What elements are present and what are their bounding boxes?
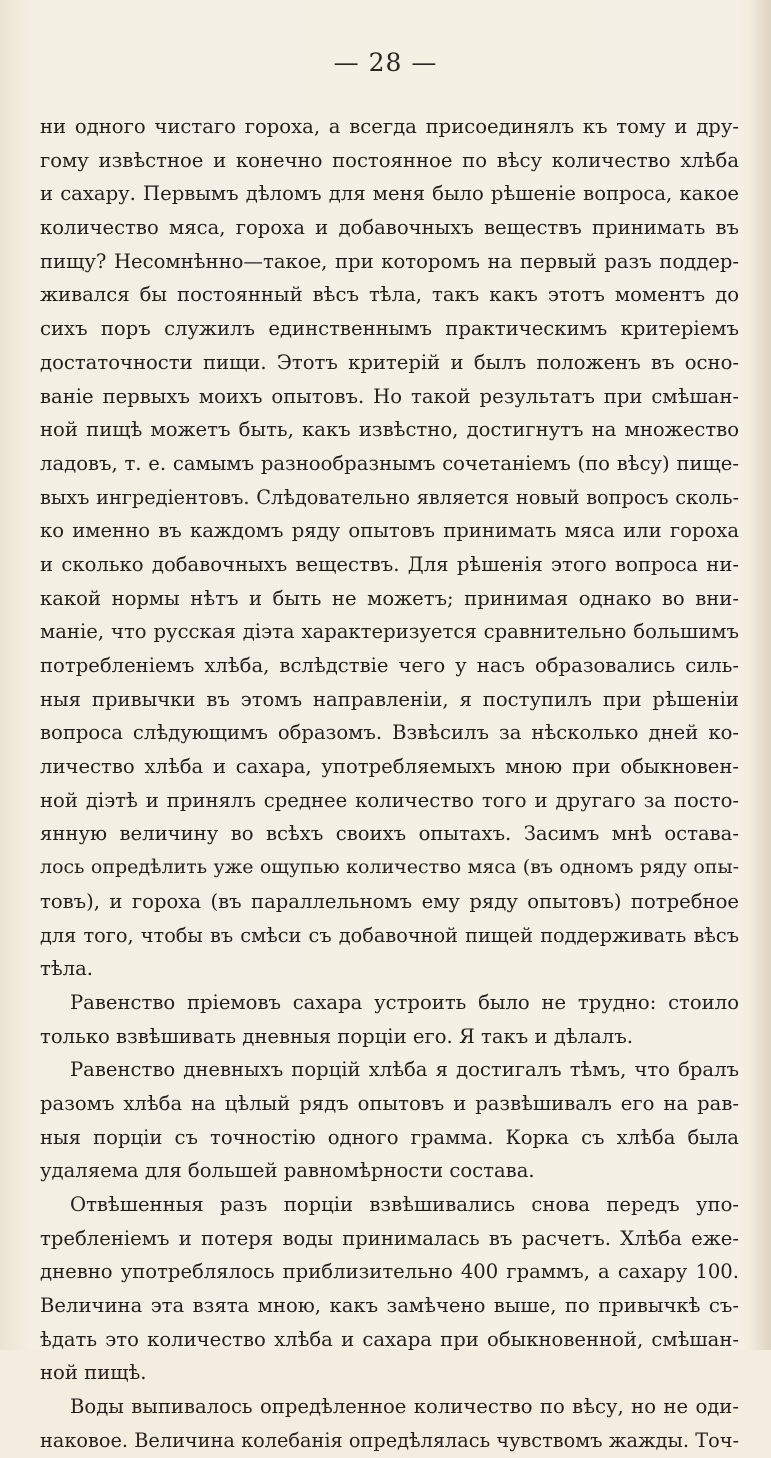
text-line: наковое. Величина колебанія опредѣлялась чувствомъ жажды. Точ- xyxy=(40,1428,739,1452)
text-line: ныя порціи съ точностію одного грамма. Корка съ хлѣба была xyxy=(40,1125,739,1149)
text-line: маніе, что русская діэта характеризуется сравнительно большимъ xyxy=(40,620,739,644)
text-line: Отвѣшенныя разъ порціи взвѣшивались снова передъ упо- xyxy=(70,1193,739,1216)
text-line: сихъ поръ служилъ единственнымъ практическимъ критеріемъ xyxy=(40,317,739,341)
text-line: лось опредѣлить уже ощупью количество мяса (въ одномъ ряду опы- xyxy=(40,856,739,879)
text-line: какой нормы нѣтъ и быть не можетъ; принимая однако во вни- xyxy=(40,586,739,610)
text-line: ни одного чистаго гороха, а всегда присоединялъ къ тому и дру- xyxy=(40,115,739,138)
text-line: потребленіемъ хлѣба, вслѣдствіе чего у насъ образовались силь- xyxy=(40,654,739,677)
page-number: — 28 — xyxy=(333,48,438,77)
body-text xyxy=(40,110,739,1458)
text-line: пищу? Несомнѣнно—такое, при которомъ на первый разъ поддер- xyxy=(40,249,739,273)
text-line: гому извѣстное и конечно постоянное по вѣсу количество хлѣба xyxy=(40,148,739,172)
text-line: треблeніемъ и потеря воды принималась въ расчетъ. Хлѣба еже- xyxy=(40,1226,739,1250)
text-line: товъ), и гороха (въ параллельномъ ему ряду опытовъ) потребное xyxy=(40,889,739,913)
text-line: и сколько добавочныхъ веществъ. Для рѣшенія этого вопроса ни- xyxy=(40,552,739,576)
text-line: ѣдать это количество хлѣба и сахара при обыкновенной, смѣшан- xyxy=(40,1327,739,1351)
text-line: выхъ ингредіентовъ. Слѣдовательно является новый вопросъ сколь- xyxy=(40,485,739,509)
text-line: ной діэтѣ и принялъ среднее количество того и другаго за посто- xyxy=(40,788,739,812)
text-line: и сахару. Первымъ дѣломъ для меня было рѣшеніе вопроса, какое xyxy=(40,182,739,206)
text-line: для того, чтобы въ смѣси съ добавочной пищей поддерживать вѣсъ xyxy=(40,923,739,947)
text-line: ко именно въ каждомъ ряду опытовъ принимать мяса или гороха xyxy=(40,519,739,543)
text-line: ныя привычки въ этомъ направленіи, я поступилъ при рѣшеніи xyxy=(40,687,739,711)
text-line: Воды выпивалось опредѣленное количество по вѣсу, но не оди- xyxy=(70,1395,739,1419)
text-line: тѣла. xyxy=(40,957,94,981)
text-line: личество хлѣба и сахара, употребляемыхъ мною при обыкновен- xyxy=(40,755,739,779)
text-line: ваніе первыхъ моихъ опытовъ. Но такой результатъ при смѣшан- xyxy=(40,384,739,408)
text-line: ной пищѣ. xyxy=(40,1361,147,1385)
text-line: количество мяса, гороха и добавочныхъ веществъ принимать въ xyxy=(40,216,739,240)
page-edge-shadow xyxy=(749,0,771,1350)
text-line: дневно употреблялось приблизительно 400 граммъ, а сахару 100. xyxy=(40,1260,739,1284)
text-line: янную величину во всѣхъ своихъ опытахъ. Засимъ мнѣ остава- xyxy=(40,822,739,846)
text-line: вопроса слѣдующимъ образомъ. Взвѣсилъ за нѣсколько дней ко- xyxy=(40,721,739,745)
text-line: удаляема для большей равномѣрности состава. xyxy=(40,1159,535,1183)
text-line: ладовъ, т. е. самымъ разнообразнымъ сочетаніемъ (по вѣсу) пище- xyxy=(40,451,739,475)
text-line: Равенство пріемовъ сахара устроить было не трудно: стоило xyxy=(70,990,739,1014)
text-line: живался бы постоянный вѣсъ тѣла, такъ какъ этотъ моментъ до xyxy=(40,283,739,307)
text-line: достаточности пищи. Этотъ критерій и былъ положенъ въ осно- xyxy=(40,350,739,374)
text-line: Равенство дневныхъ порцій хлѣба я достигалъ тѣмъ, что бралъ xyxy=(70,1058,739,1082)
text-line: ной пищѣ можетъ быть, какъ извѣстно, достигнутъ на множество xyxy=(40,418,739,442)
text-line: только взвѣшивать дневныя порціи его. Я такъ и дѣлалъ. xyxy=(40,1024,633,1048)
text-line: разомъ хлѣба на цѣлый рядъ опытовъ и развѣшивалъ его на рав- xyxy=(40,1091,739,1115)
text-line: Величина эта взята мною, какъ замѣчено выше, по привычкѣ съ- xyxy=(40,1294,739,1318)
